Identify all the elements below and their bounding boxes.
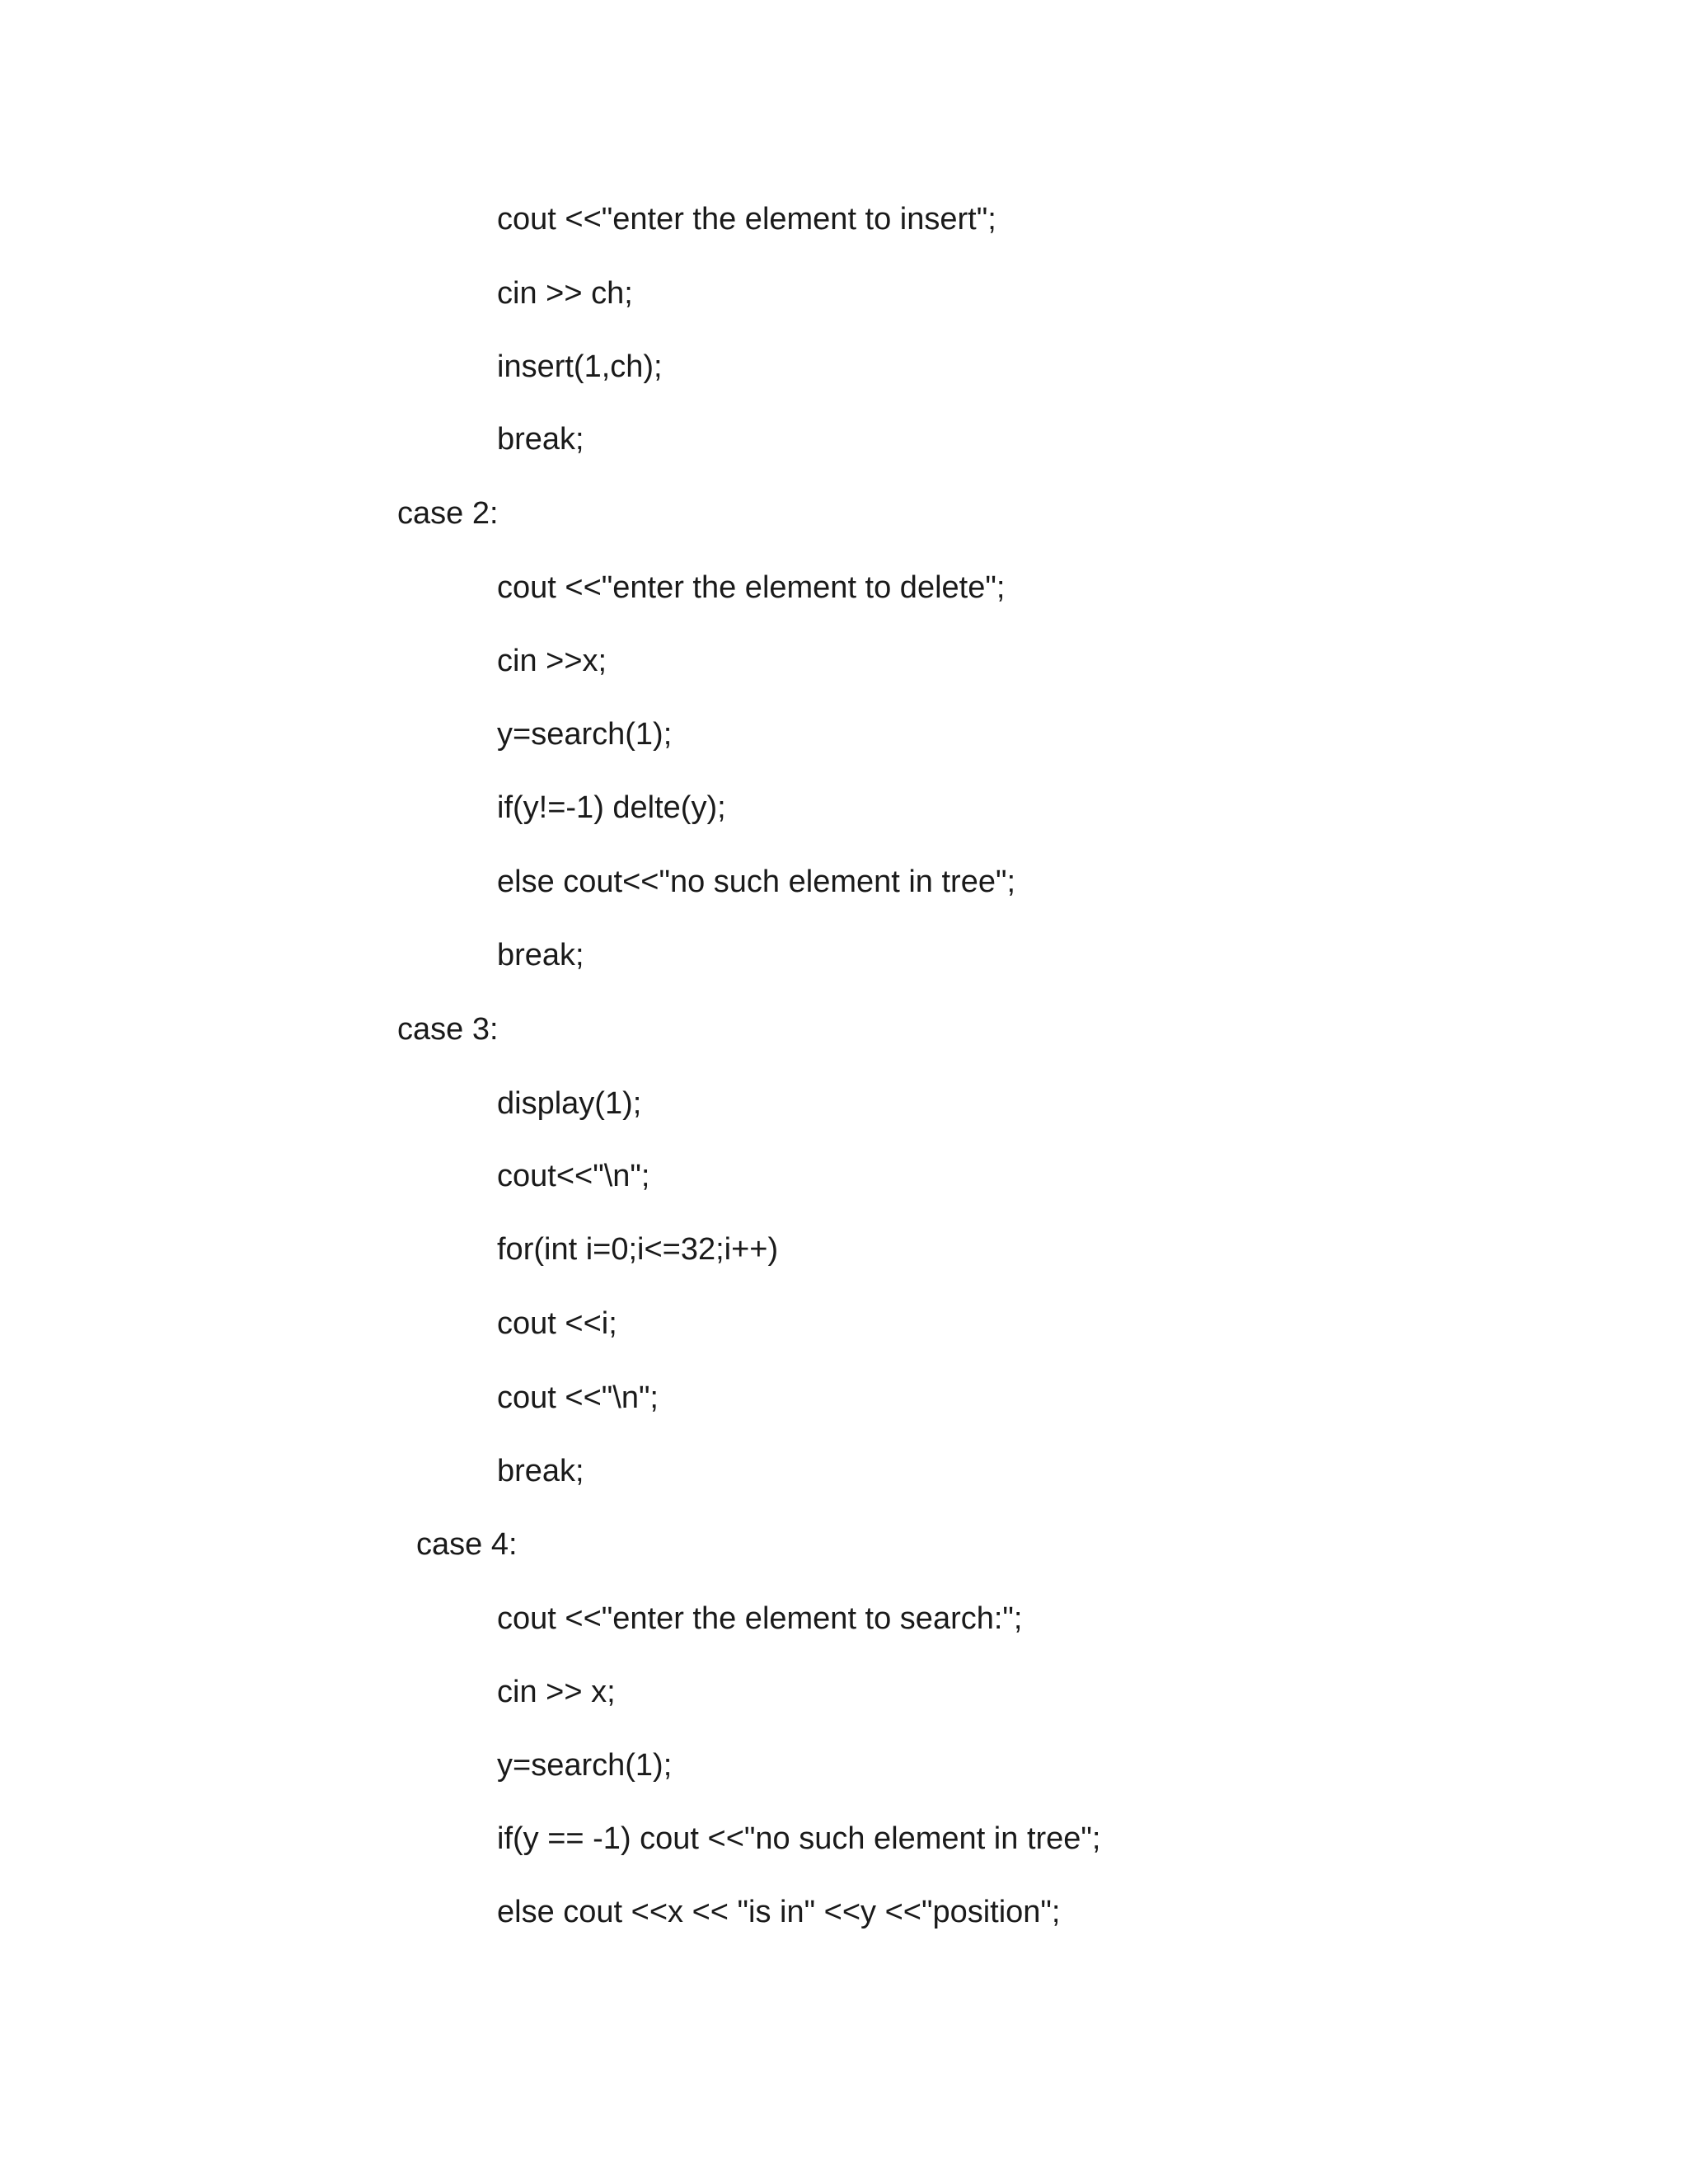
code-line: for(int i=0;i<=32;i++)	[497, 1232, 779, 1267]
code-line: break;	[497, 422, 584, 457]
code-line: cout <<"enter the element to insert";	[497, 202, 996, 237]
code-line: break;	[497, 938, 584, 972]
code-line: y=search(1);	[497, 1748, 673, 1783]
code-line: cin >>x;	[497, 644, 607, 678]
code-line: break;	[497, 1454, 584, 1488]
code-line: display(1);	[497, 1086, 642, 1121]
case-label: case 2:	[397, 496, 499, 531]
case-label: case 3:	[397, 1012, 499, 1047]
code-line: cin >> x;	[497, 1675, 616, 1709]
code-line: cout <<"\n";	[497, 1380, 659, 1415]
code-line: y=search(1);	[497, 717, 673, 752]
code-line: if(y == -1) cout <<"no such element in tree";	[497, 1821, 1101, 1856]
code-line: cout <<"enter the element to delete";	[497, 570, 1006, 605]
code-line: insert(1,ch);	[497, 349, 663, 384]
code-line: cout <<i;	[497, 1306, 617, 1341]
case-label: case 4:	[416, 1527, 518, 1562]
code-line: else cout<<"no such element in tree";	[497, 865, 1016, 899]
code-line: cout<<"\n";	[497, 1159, 650, 1193]
code-line: cin >> ch;	[497, 276, 633, 311]
code-line: else cout <<x << "is in" <<y <<"position";	[497, 1895, 1061, 1929]
code-line: if(y!=-1) delte(y);	[497, 790, 726, 825]
code-line: cout <<"enter the element to search:";	[497, 1601, 1023, 1636]
